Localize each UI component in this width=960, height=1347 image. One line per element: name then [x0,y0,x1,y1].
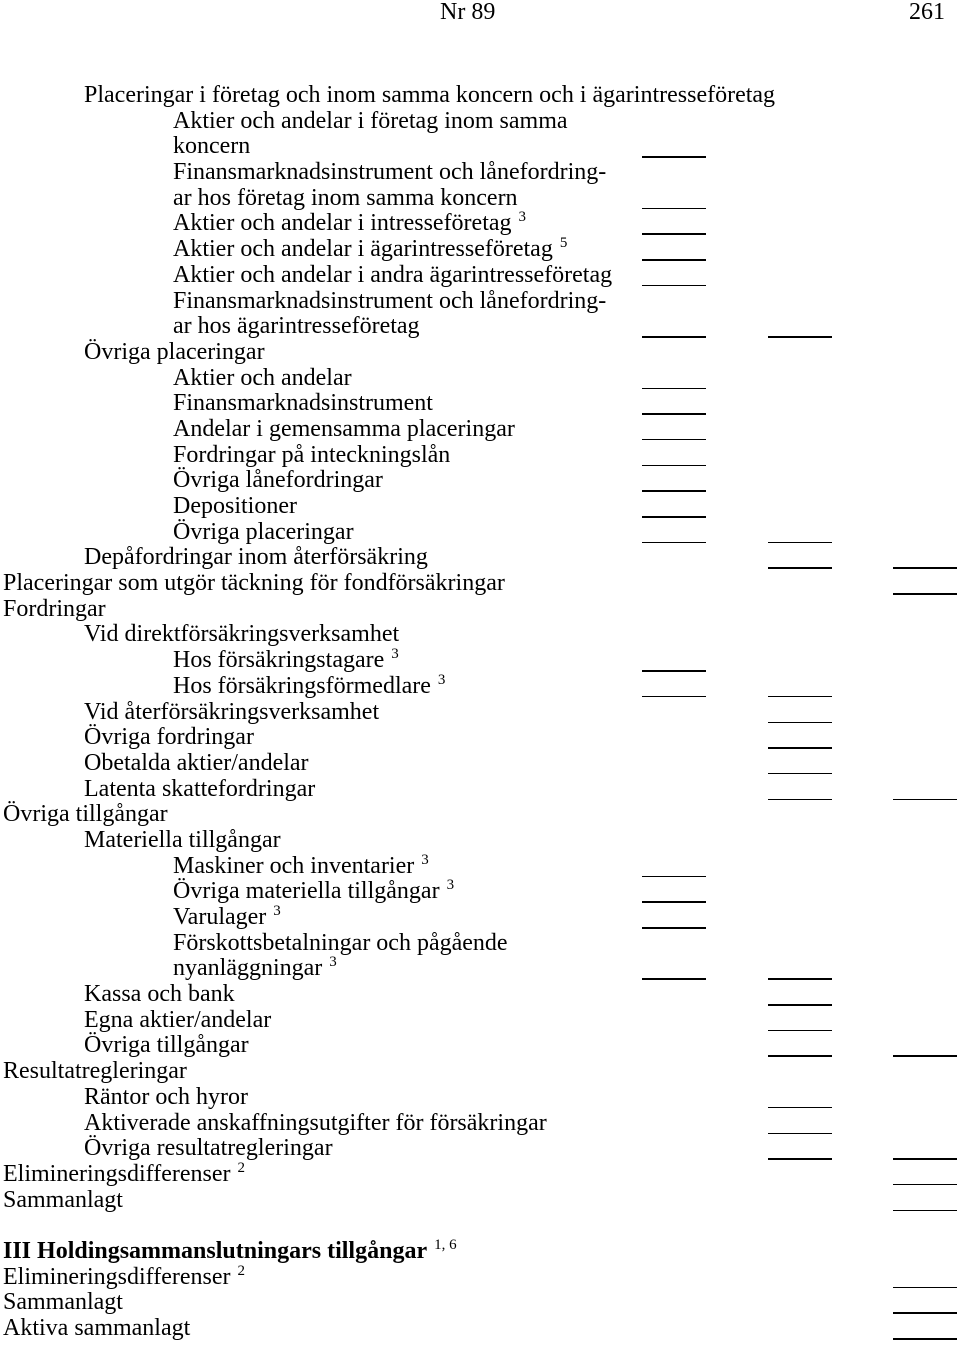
amount-blank-col1 [642,670,706,672]
footnote-ref: 3 [446,877,455,894]
line-item [0,828,960,854]
line-item [0,1136,960,1162]
amount-blank-col3 [893,1287,957,1289]
amount-blank-col2 [768,978,832,980]
line-item [0,443,960,469]
amount-blank-col1 [642,156,706,158]
line-item-label: Vid direktförsäkringsverksamhet [84,621,400,648]
line-item-label: Aktier och andelar i företag inom samma [173,107,568,134]
line-item [0,109,960,135]
line-item-label: Aktier och andelar [173,364,352,391]
amount-blank-col3 [893,567,957,569]
line-item [0,468,960,494]
line-item [0,571,960,597]
line-item [0,1262,960,1291]
line-item-label: Förskottsbetalningar och pågående [173,929,508,956]
amount-blank-col1 [642,490,706,492]
line-item [0,931,960,957]
line-item-label: ar hos företag inom samma koncern [173,184,518,211]
line-item [0,314,960,340]
amount-blank-col1 [642,208,706,210]
line-item-label: koncern [173,133,251,160]
line-item-label: Depositioner [173,493,297,519]
line-item [0,648,960,674]
line-item [0,134,960,160]
line-item [0,160,960,186]
line-item [0,700,960,726]
amount-blank-col2 [768,1004,832,1006]
amount-blank-col3 [893,1210,957,1212]
amount-blank-col3 [893,1338,957,1340]
line-item-label: Sammanlagt [3,1289,123,1316]
line-item-label: Fordringar på inteckningslån [173,441,451,468]
line-item-label: Aktiva sammanlagt [3,1315,191,1341]
amount-blank-col2 [768,747,832,749]
line-item-label: Finansmarknadsinstrument och lånefordring- [173,287,607,314]
amount-blank-col1 [642,336,706,338]
footnote-ref: 3 [437,671,446,688]
line-item-label: ar hos ägarintresseföretag [173,313,420,340]
line-item [0,622,960,648]
line-item-label: Övriga lånefordringar [173,467,383,494]
amount-blank-col2 [768,773,832,775]
total-line [0,1290,960,1316]
line-item [0,1033,960,1059]
line-item-label: Kassa och bank [84,981,235,1008]
line-item-label: Andelar i gemensamma placeringar [173,415,515,442]
amount-blank-col1 [642,876,706,878]
line-item [0,905,960,931]
line-item [0,751,960,777]
footnote-ref: 5 [559,235,568,252]
line-item [0,982,960,1008]
line-item-label: Obetalda aktier/andelar [84,749,309,776]
line-item [0,494,960,520]
footnote-ref: 2 [237,1262,245,1279]
line-item [0,289,960,315]
amount-blank-col2 [768,696,832,698]
line-item [0,237,960,263]
line-item-label: Aktier och andelar i ägarintresseföretag [173,236,553,263]
blank-line [0,1213,960,1239]
amount-blank-col1 [642,439,706,441]
line-item-label: Aktier och andelar i andra ägarintresseföretag [173,261,613,288]
line-item [0,263,960,289]
grand-total-line [0,1316,960,1342]
section-heading [0,802,960,828]
amount-blank-col2 [768,542,832,544]
line-item [0,545,960,571]
line-item-label: Övriga placeringar [173,518,354,545]
section-heading [0,1059,960,1085]
amount-blank-col3 [893,593,957,595]
amount-blank-col3 [893,1055,957,1057]
amount-blank-col1 [642,388,706,390]
line-item-label: nyanläggningar [173,955,323,982]
amount-blank-col1 [642,259,706,261]
line-item [0,83,960,109]
line-item [0,1159,960,1188]
line-item-label: Elimineringsdifferenser [3,1160,231,1187]
line-item-label: Maskiner och inventarier [173,852,415,879]
amount-blank-col2 [768,1107,832,1109]
balance-sheet-list [0,83,960,1342]
line-item-label: Övriga tillgångar [84,1032,249,1059]
line-item-label: Hos försäkringsförmedlare [173,672,431,699]
line-item [0,1111,960,1137]
line-item [0,340,960,366]
line-item-label: Depåfordringar inom återförsäkring [84,544,428,571]
line-item-label: Övriga tillgångar [3,801,168,828]
line-item-label: Sammanlagt [3,1186,123,1213]
line-item-label: Materiella tillgångar [84,826,281,853]
line-item-label: Hos försäkringstagare [173,647,385,674]
footnote-ref: 3 [273,903,281,919]
amount-blank-col1 [642,542,706,544]
section-heading [0,597,960,623]
line-item [0,417,960,443]
line-item-label: Aktier och andelar i intresseföretag [173,210,512,237]
line-item [0,851,960,880]
total-line [0,1188,960,1214]
amount-blank-col1 [642,696,706,698]
amount-blank-col2 [768,799,832,801]
footnote-ref: 3 [518,209,527,226]
line-item [0,671,960,700]
amount-blank-col2 [768,1133,832,1135]
line-item-label: Varulager [173,904,267,930]
footnote-ref: 3 [421,851,429,868]
amount-blank-col1 [642,413,706,415]
line-item-label: Övriga placeringar [84,338,265,365]
line-item-label: Finansmarknadsinstrument [173,390,433,417]
line-item [0,391,960,417]
line-item [0,211,960,237]
line-item-label: Finansmarknadsinstrument och lånefordring- [173,159,607,186]
amount-blank-col1 [642,978,706,980]
issue-number: Nr 89 [440,0,496,25]
amount-blank-col3 [893,1158,957,1160]
line-item-label: Övriga resultatregleringar [84,1135,333,1162]
amount-blank-col1 [642,927,706,929]
amount-blank-col2 [768,1158,832,1160]
line-item-label: Egna aktier/andelar [84,1006,272,1033]
line-item [0,1008,960,1034]
amount-blank-col3 [893,1184,957,1186]
line-item-label: III Holdingsammanslutningars tillgångar [3,1237,428,1264]
line-item-label: Placeringar som utgör täckning för fondförsäkringar [3,570,505,597]
part-heading [0,1236,960,1265]
line-item-label: Resultatregleringar [3,1058,187,1085]
amount-blank-col1 [642,465,706,467]
line-item-label: Vid återförsäkringsverksamhet [84,698,380,725]
line-item-label: Övriga materiella tillgångar [173,878,440,905]
amount-blank-col2 [768,336,832,338]
line-item-label: Räntor och hyror [84,1083,248,1110]
line-item-label: Fordringar [3,595,106,622]
amount-blank-col3 [893,799,957,801]
amount-blank-col2 [768,567,832,569]
amount-blank-col1 [642,901,706,903]
line-item [0,1085,960,1111]
page-number: 261 [909,0,945,25]
footnote-ref: 1, 6 [434,1236,457,1253]
amount-blank-col1 [642,233,706,235]
amount-blank-col1 [642,516,706,518]
amount-blank-col3 [893,1312,957,1314]
line-item [0,725,960,751]
line-item-label: Elimineringsdifferenser [3,1263,231,1290]
line-item-label: Placeringar i företag och inom samma koncern och i ägarintresseföretag [84,82,776,108]
line-item-label: Latenta skattefordringar [84,775,316,802]
amount-blank-col2 [768,1055,832,1057]
line-item-label: Aktiverade anskaffningsutgifter för försäkringar [84,1109,547,1136]
amount-blank-col2 [768,722,832,724]
line-item-label: Övriga fordringar [84,724,254,751]
amount-blank-col2 [768,1030,832,1032]
line-item [0,879,960,905]
line-item [0,186,960,212]
line-item [0,366,960,392]
amount-blank-col1 [642,285,706,287]
line-item [0,777,960,803]
line-item [0,520,960,546]
footnote-ref: 3 [391,646,399,663]
line-item [0,956,960,982]
footnote-ref: 2 [237,1159,245,1176]
footnote-ref: 3 [329,954,337,971]
